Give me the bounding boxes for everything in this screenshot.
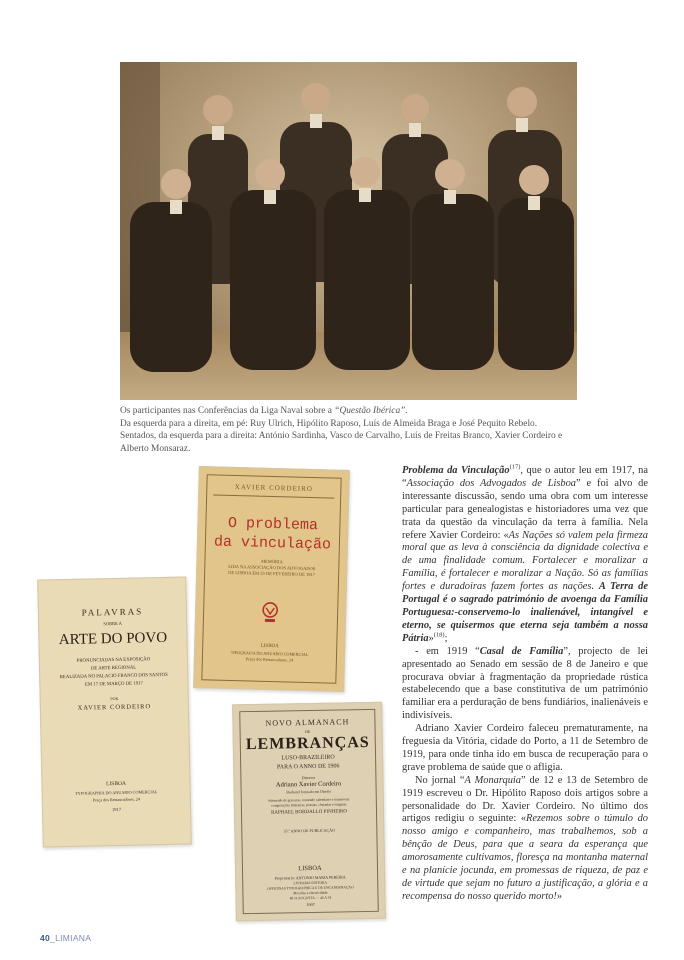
cover-line-5: DE ARTE REGIONAL bbox=[90, 665, 137, 672]
page-number: 40 bbox=[40, 933, 51, 943]
cover-line-1: NOVO ALMANACH bbox=[265, 717, 350, 728]
cover-edition: 35.º ANNO DE PUBLICAÇÃO bbox=[283, 827, 336, 834]
cover-author: XAVIER CORDEIRO bbox=[77, 703, 152, 712]
cover-sub-3: DE LISBOA EM 25 DE FEVEREIRO DE 1917 bbox=[228, 569, 316, 578]
cover-city: LISBOA bbox=[260, 643, 279, 650]
p1-end: » bbox=[428, 632, 434, 644]
p4-quote: Rezemos sobre o túmulo do nosso amigo e companheiro, mas trabalhemos, sob a bênção de Deus, para que a seara da esperança que amorosamente cultivamos, floresça na montanha maternal e na planície jocunda, em promessas de riqueza, de paz e de virtude que sejam no futuro a justificação, a glória e a recompensa do nosso querido morto! bbox=[402, 813, 648, 902]
cover-printer: TYPOGRAPHIA DO ANUARIO COMERCIAL bbox=[75, 789, 158, 796]
paragraph-3: Adriano Xavier Cordeiro faleceu prematuramente, na freguesia da Vitória, cidade do Porto, a 11 de Setembro de 1919, para onde tinha ido em busca de recuperação para o grave problema de saúde que o afligia. bbox=[402, 723, 648, 773]
p1-italic: Associação dos Advogados de Lisboa bbox=[406, 477, 576, 489]
cover-line-4: LUSO-BRAZILEIRO bbox=[281, 754, 335, 762]
photo-caption bbox=[120, 405, 580, 455]
cover-line-8: Bacharel formado em Direito bbox=[286, 789, 331, 795]
p2-bold: Casal de Família bbox=[479, 645, 564, 657]
caption-line-2: Da esquerda para a direita, em pé: Ruy Ulrich, Hipólito Raposo, Luís de Almeida Braga e José Pequito Rebelo. bbox=[120, 418, 538, 429]
cover-line-2: SOBRE A bbox=[103, 620, 123, 627]
cover-city: LISBOA bbox=[298, 864, 322, 873]
cover-line-6: Director bbox=[301, 774, 316, 781]
cover-title: LEMBRANÇAS bbox=[245, 733, 370, 754]
group-photo bbox=[120, 62, 577, 400]
paragraph-1 bbox=[402, 465, 648, 646]
cover-address: Praça dos Restauradores, 24 bbox=[245, 656, 294, 663]
cover-line-9: Adornado de gravuras, contendo calendario e numerosas bbox=[268, 797, 350, 803]
cover-line-17: RUA AUGUSTA — 44 A 54 bbox=[289, 895, 332, 901]
p4-italic: A Monarquia bbox=[464, 774, 521, 786]
publication-name: _LIMIANA bbox=[50, 933, 92, 943]
cover-illustrator: RAPHAEL BORDALLO PINHEIRO bbox=[271, 809, 348, 816]
p1-bold-quote: A Terra de Portugal é o sagrado património de avoenga da Família Portuguesa:-conservemo-lo inalienável, intangível e eterno, se quisermos que eterna seja também a nossa Pátria bbox=[402, 581, 648, 644]
book-cover-almanach-lembrancas bbox=[232, 702, 386, 922]
paragraph-4 bbox=[402, 775, 648, 904]
cover-line-1: PALAVRAS bbox=[81, 606, 144, 618]
cover-year: 1917 bbox=[111, 806, 122, 813]
p4-text-a: No jornal “ bbox=[415, 774, 465, 786]
cover-line-4: PRONUNCIADAS NA EXPOSIÇÃO bbox=[76, 657, 151, 664]
footnote-ref-17: (17) bbox=[509, 463, 521, 471]
book-title-vinculacao: Problema da Vinculação bbox=[402, 465, 510, 476]
cover-line-8: POR bbox=[110, 695, 119, 702]
cover-printer: TIPOGRAFIA DO ANUARIO COMERCIAL bbox=[230, 649, 309, 657]
cover-line-15: OFFICINAS TYPOGRAPHICA E DE ENCADERNAÇÃO bbox=[267, 885, 354, 891]
book-cover-problema-vinculacao bbox=[193, 466, 350, 692]
cover-year: 1907 bbox=[306, 901, 315, 908]
caption-line-1: Os participantes nas Conferências da Liga Naval sobre a bbox=[120, 406, 335, 416]
cover-city: LISBOA bbox=[106, 780, 127, 788]
cover-line-7: EM 17 DE MARÇO DE 1917 bbox=[84, 681, 143, 688]
cover-address: Praça dos Restauradores, 24 bbox=[92, 796, 140, 803]
cover-line-5: PARA O ANNO DE 1906 bbox=[276, 763, 340, 771]
cover-sub-2: LIDA NA ASSOCIAÇÃO DOS ADVOGADOS bbox=[228, 563, 316, 572]
cover-sub-1: MEMÓRIA bbox=[261, 558, 283, 565]
cover-title: ARTE DO POVO bbox=[58, 629, 168, 649]
p4-end: » bbox=[556, 890, 563, 902]
footnote-ref-18: (18) bbox=[433, 631, 445, 639]
p4-text-b: ” de 12 e 13 de Setembro de 1919 escreveu o Dr. Hipólito Raposo dois artigos sobre a personalidade do Dr. Xavier Cordeiro. No último dos artigos redigiu o seguinte: « bbox=[402, 774, 648, 825]
article-text bbox=[402, 465, 648, 904]
p1-semicolon: ; bbox=[444, 632, 448, 644]
cover-line-2: DE bbox=[304, 728, 311, 735]
cover-line-13: Proprietario: ANTONIO MARIA PEREIRA bbox=[274, 874, 346, 881]
cover-line-14: LIVRARIA EDITORA bbox=[293, 880, 328, 886]
p1-text-a: , que o autor leu em 1917, na “ bbox=[402, 465, 648, 489]
caption-line-3: Sentados, da esquerda para a direita: António Sardinha, Vasco de Carvalho, Luís de Freitas Branco, Xavier Cordeiro e Alberto Monsaraz. bbox=[120, 431, 563, 454]
page-folio bbox=[40, 933, 91, 943]
cover-author: XAVIER CORDEIRO bbox=[234, 483, 314, 494]
p2-text-c: ”, projecto de lei apresentado ao Senado em sessão de 8 de Janeiro e que procurava obviar à fragmentação da propriedade rústica estabelecendo que a base constitutiva de um património familiar era a perduração de bens fundiários, inalienáveis e indivisíveis. bbox=[402, 645, 648, 722]
caption-title: “Questão Ibérica”. bbox=[334, 406, 408, 416]
cover-line-6: REALIZADA NO PALACIO FRANCO DOS SANTOS bbox=[59, 672, 168, 681]
cover-line-16: Movidas a electricidade bbox=[293, 890, 328, 896]
cover-title-line-1: O problema bbox=[227, 514, 319, 535]
cover-line-10: composições litterarias, poesias, charadas e enigmas bbox=[271, 802, 347, 808]
p2-text-a: - em 1919 “ bbox=[415, 645, 480, 657]
cover-title-line-2: da vinculação bbox=[213, 533, 332, 554]
paragraph-2 bbox=[402, 646, 648, 723]
cover-director: Adriano Xavier Cordeiro bbox=[275, 780, 342, 789]
publisher-emblem-icon bbox=[260, 602, 281, 630]
p1-text-b: ” e foi alvo de interessante discussão, sendo uma obra com um interesse particular para genealogistas e historiadores uma vez que trata da questão da vinculação da terra à família. Nela refere Xavier Cordeiro: « bbox=[402, 477, 648, 541]
p1-quote: As Nações só valem pela firmeza moral que as leva à consciência da dignidade colectiva e de uma finalidade comum. Fortalecer e moralizar a Família, é fortalecer e moralizar a Nação. Só as famílias fortes e duradoiras fazem fortes as nações. bbox=[402, 529, 648, 593]
book-cover-arte-do-povo bbox=[37, 576, 192, 847]
